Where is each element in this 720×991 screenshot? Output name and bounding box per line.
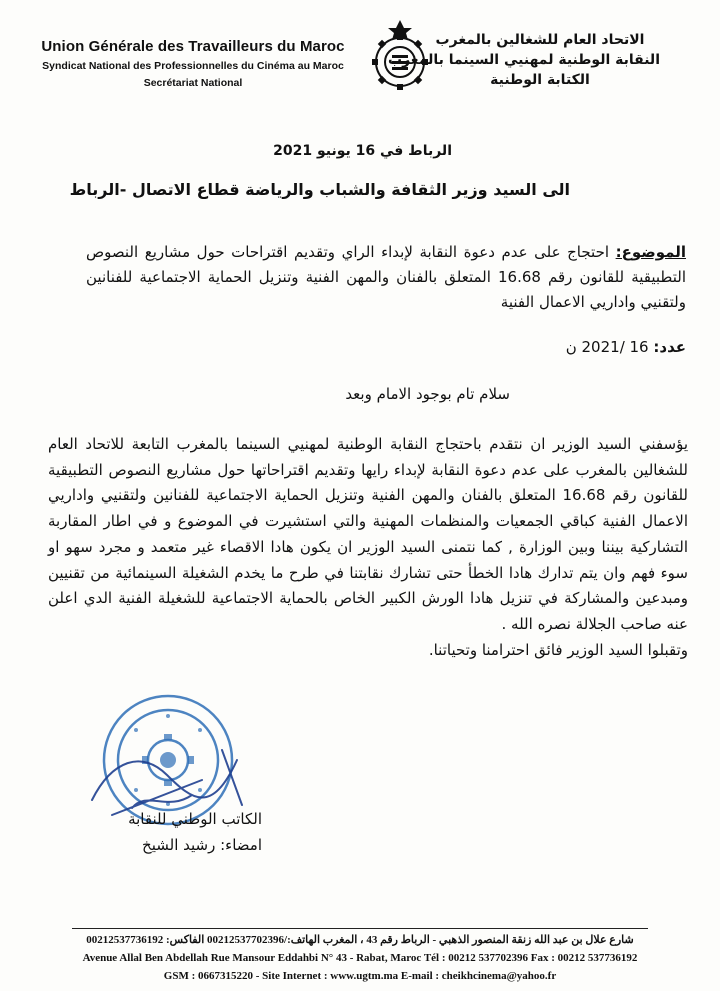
union-name-ar: النقابة الوطنية لمهنيي السينما بالمغرب xyxy=(388,52,660,68)
footer-divider xyxy=(72,928,648,929)
footer-address-fr: Avenue Allal Ben Abdellah Rue Mansour Eddahbi N° 43 - Rabat, Maroc Tél : 00212 537702396 Fax : 00212 537736192 xyxy=(82,952,638,964)
signer-title: الكاتب الوطني للنقابة xyxy=(128,810,262,828)
secretariat-ar: الكتابة الوطنية xyxy=(490,72,590,88)
greeting: سلام تام بوجود الامام وبعد xyxy=(345,385,510,403)
reference-label: عدد: xyxy=(653,338,686,356)
org-name-ar: الاتحاد العام للشغالين بالمغرب xyxy=(435,32,645,48)
letter-date: الرباط في 16 يونيو 2021 xyxy=(273,143,452,159)
subject-label: الموضوع: xyxy=(615,243,686,261)
signer-name: امضاء: رشيد الشيخ xyxy=(142,836,262,854)
subject xyxy=(86,240,686,315)
footer-contacts: GSM : 0667315220 - Site Internet : www.ugtm.ma E-mail : cheikhcinema@yahoo.fr xyxy=(163,970,557,982)
addressee: الى السيد وزير الثقافة والشباب والرياضة قطاع الاتصال -الرباط xyxy=(69,180,570,199)
org-name-fr: Union Générale des Travailleurs du Maroc xyxy=(41,38,345,55)
signer-block xyxy=(128,806,262,858)
french-letterhead xyxy=(28,38,358,89)
secretariat-fr: Secrétariat National xyxy=(143,77,243,89)
union-name-fr: Syndicat National des Professionnelles du Cinéma au Maroc xyxy=(42,60,344,72)
reference-value: 16 /2021 ن xyxy=(565,338,649,356)
closing-line: وتقبلوا السيد الوزير فائق احترامنا وتحياتنا. xyxy=(428,640,688,659)
subject-text: احتجاج على عدم دعوة النقابة لإبداء الراي وتقديم اقتراحات حول مشاريع النصوص التطبيقية للقانون رقم 16.68 المتعلق بالفنان والمهن الفنية وتنزيل الحماية الاجتماعية للفنانين ولتقنيي واداريي الاعمال الفنية xyxy=(86,243,686,311)
footer-address-ar: شارع علال بن عبد الله زنقة المنصور الذهبي - الرباط رقم 43 ، المغرب الهاتف:/00212537702396 الفاكس: 00212537736192 xyxy=(86,934,634,946)
arabic-letterhead xyxy=(388,30,660,90)
reference-number xyxy=(566,338,686,356)
body-paragraph: يؤسفني السيد الوزير ان نتقدم باحتجاج النقابة الوطنية لمهنيي السينما بالمغرب التابعة للاتحاد العام للشغالين بالمغرب على عدم دعوة النقابة لإبداء رايها وتقديم اقتراحاتها حول مشاريع النصوص التطبيقية للقانون رقم 16.68 المتعلق بالفنان والمهن الفنية وتنزيل الحماية الاجتماعية للفنانين ولتقنيي واداريي الاعمال الفنية كباقي الجمعيات والمنظمات المهنية والتي استشيرت في الموضوع و في اطار المقاربة التشاركية بيننا وبين الوزارة , كما نتمنى السيد الوزير ان يكون هادا الاقصاء غير متعمد و مجرد سهو او سوء فهم وان يتم تدارك هادا الخطأ حتى تشارك نقابتنا في طرح ما يخدم الشغيلة السينمائية من تقنيين ومبدعين والمشاركة في تنزيل هادا الورش الكبير الخاص بالحماية الاجتماعية للشغيلة الفنية الدي اعلن عنه صاحب الجلالة نصره الله . xyxy=(48,435,689,633)
letter-body xyxy=(48,432,688,663)
